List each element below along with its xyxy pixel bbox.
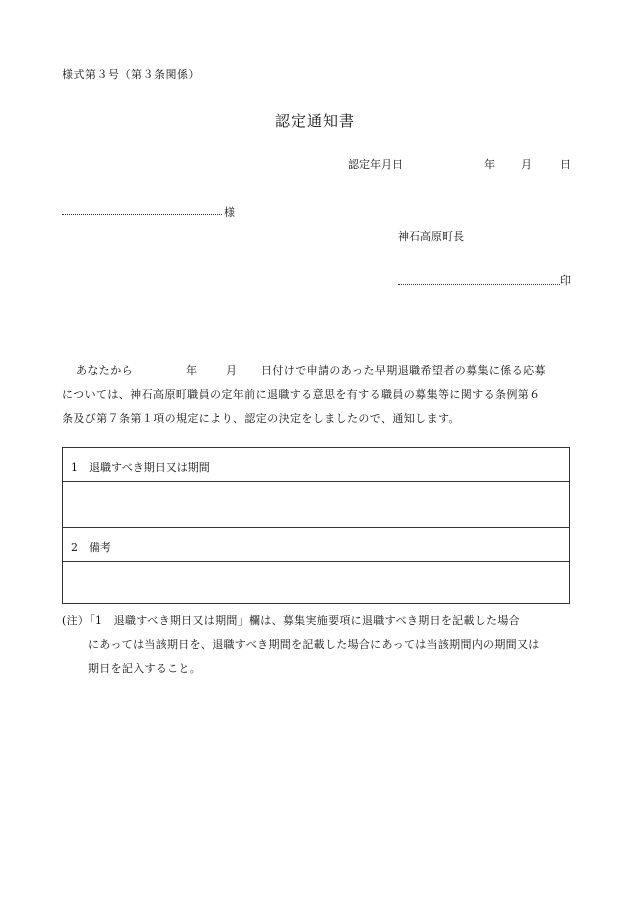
certification-date-year: 年 <box>484 158 495 171</box>
retirement-date-field[interactable] <box>63 482 569 528</box>
body-line-1-month: 月 <box>226 364 238 377</box>
footnote-line-2: にあっては当該期日を、退職すべき期間を記載した場合にあっては当該期間内の期間又は <box>88 638 540 651</box>
body-line-1-year: 年 <box>186 364 198 377</box>
footnote-line-3: 期日を記入すること。 <box>88 662 201 675</box>
remarks-label: 2 備考 <box>71 541 111 554</box>
info-table <box>62 447 570 604</box>
certification-date-day: 日 <box>560 158 571 171</box>
body-line-1-start: あなたから <box>76 364 133 377</box>
body-line-3: 条及び第７条第１項の規定により、認定の決定をしましたので、通知します。 <box>62 412 460 425</box>
table-row <box>63 448 569 482</box>
certification-date-label: 認定年月日 <box>348 158 403 171</box>
document-title: 認定通知書 <box>274 112 355 130</box>
certification-date-month: 月 <box>521 158 532 171</box>
signature-line <box>398 284 560 285</box>
body-line-2: については、神石高原町職員の定年前に退職する意思を有する職員の募集等に関する条例第６ <box>62 388 541 401</box>
retirement-date-label: 1 退職すべき期日又は期間 <box>71 461 210 474</box>
body-line-1-end: 日付けで申請のあった早期退職希望者の募集に係る応募 <box>261 364 546 377</box>
table-row <box>63 528 569 562</box>
seal-mark: 印 <box>560 274 571 287</box>
issuer-name: 神石高原町長 <box>398 230 464 243</box>
remarks-field[interactable] <box>63 562 569 603</box>
addressee-name-line <box>62 214 222 215</box>
addressee-suffix: 様 <box>224 206 235 219</box>
form-number: 様式第３号（第３条関係） <box>62 68 200 81</box>
footnote-line-1: (注）「1 退職すべき期日又は期間」欄は、募集実施要項に退職すべき期日を記載した場合 <box>62 614 520 627</box>
